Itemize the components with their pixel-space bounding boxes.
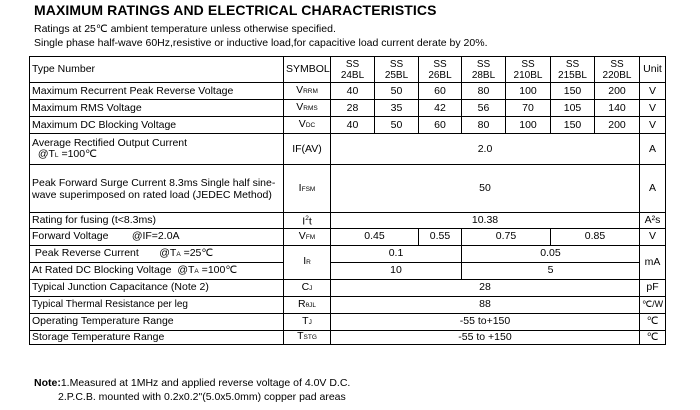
row-tj xyxy=(30,313,666,330)
ratings-condition: Ratings at 25℃ ambient temperature unless otherwise specified. xyxy=(34,23,336,35)
ratings-table xyxy=(29,56,666,345)
header-model: SS 24BL xyxy=(331,57,375,83)
value-cell: 2.0 xyxy=(331,134,640,165)
param-label: Rating for fusing (t<8.3ms) xyxy=(30,213,284,229)
value-cell: 100 xyxy=(506,83,551,100)
value-cell: 50 xyxy=(375,83,419,100)
row-vf xyxy=(30,228,666,245)
unit-cell: pF xyxy=(640,279,666,296)
value-cell: 40 xyxy=(331,83,375,100)
symbol-cell: VRRM xyxy=(284,83,331,100)
value-cell: 80 xyxy=(462,117,506,134)
symbol-cell: IFSM xyxy=(284,165,331,213)
symbol-cell: VFM xyxy=(284,228,331,245)
row-ir-25c xyxy=(30,245,666,262)
param-label: Operating Temperature Range xyxy=(30,313,284,330)
value-cell: 56 xyxy=(462,100,506,117)
header-model: SS 25BL xyxy=(375,57,419,83)
param-label: Peak Reverse Current @TA =25℃ xyxy=(30,245,284,262)
symbol-cell: VDC xyxy=(284,117,331,134)
param-label: Maximum Recurrent Peak Reverse Voltage xyxy=(30,83,284,100)
value-cell: 105 xyxy=(551,100,595,117)
unit-cell: ℃ xyxy=(640,313,666,330)
row-ifsm xyxy=(30,165,666,213)
symbol-cell: TJ xyxy=(284,313,331,330)
value-cell: 28 xyxy=(331,100,375,117)
value-cell: 60 xyxy=(419,83,462,100)
unit-cell: A²s xyxy=(640,213,666,229)
param-label: Typical Junction Capacitance (Note 2) xyxy=(30,279,284,296)
param-label: Forward Voltage @IF=2.0A xyxy=(30,228,284,245)
header-row xyxy=(30,57,666,83)
unit-cell: mA xyxy=(640,245,666,279)
row-ifav xyxy=(30,134,666,165)
note-2: 2.P.C.B. mounted with 0.2x0.2"(5.0x5.0mm) copper pad areas xyxy=(58,391,346,403)
value-cell: 88 xyxy=(331,296,640,313)
unit-cell: V xyxy=(640,100,666,117)
unit-cell: A xyxy=(640,165,666,213)
value-cell: 0.05 xyxy=(462,245,640,262)
value-cell: 60 xyxy=(419,117,462,134)
value-cell: 70 xyxy=(506,100,551,117)
symbol-cell: IR xyxy=(284,245,331,279)
value-cell: 50 xyxy=(375,117,419,134)
unit-cell: V xyxy=(640,228,666,245)
row-ir-100c xyxy=(30,262,666,279)
row-tstg xyxy=(30,330,666,344)
value-cell: 140 xyxy=(595,100,640,117)
header-model: SS 26BL xyxy=(419,57,462,83)
value-cell: 28 xyxy=(331,279,640,296)
symbol-cell: CJ xyxy=(284,279,331,296)
value-cell: 0.75 xyxy=(462,228,551,245)
param-label: Average Rectified Output Current @TL =100℃ xyxy=(30,134,284,165)
symbol-cell: TSTG xyxy=(284,330,331,344)
param-label: Typical Thermal Resistance per leg xyxy=(30,296,284,313)
value-cell: -55 to+150 xyxy=(331,313,640,330)
row-vdc xyxy=(30,117,666,134)
value-cell: 80 xyxy=(462,83,506,100)
value-cell: 40 xyxy=(331,117,375,134)
value-cell: 0.55 xyxy=(419,228,462,245)
header-model: SS 220BL xyxy=(595,57,640,83)
value-cell: 150 xyxy=(551,83,595,100)
value-cell: -55 to +150 xyxy=(331,330,640,344)
value-cell: 150 xyxy=(551,117,595,134)
value-cell: 42 xyxy=(419,100,462,117)
symbol-cell: RθJL xyxy=(284,296,331,313)
load-condition: Single phase half-wave 60Hz,resistive or inductive load,for capacitive load current derate by 20%. xyxy=(34,37,488,49)
value-cell: 10.38 xyxy=(331,213,640,229)
unit-cell: V xyxy=(640,117,666,134)
row-rth xyxy=(30,296,666,313)
param-label: Storage Temperature Range xyxy=(30,330,284,344)
value-cell: 35 xyxy=(375,100,419,117)
row-vrms xyxy=(30,100,666,117)
value-cell: 10 xyxy=(331,262,462,279)
note-1: Note:1.Measured at 1MHz and applied reverse voltage of 4.0V D.C. xyxy=(34,377,351,389)
header-unit: Unit xyxy=(640,57,666,83)
row-vrrm xyxy=(30,83,666,100)
symbol-cell: IF(AV) xyxy=(284,134,331,165)
note-label: Note: xyxy=(34,377,61,389)
value-cell: 100 xyxy=(506,117,551,134)
param-label: At Rated DC Blocking Voltage @TA =100℃ xyxy=(30,262,284,279)
header-model: SS 28BL xyxy=(462,57,506,83)
unit-cell: A xyxy=(640,134,666,165)
value-cell: 0.1 xyxy=(331,245,462,262)
unit-cell: V xyxy=(640,83,666,100)
header-type: Type Number xyxy=(30,57,284,83)
unit-cell: ℃/W xyxy=(640,296,666,313)
value-cell: 5 xyxy=(462,262,640,279)
row-cj xyxy=(30,279,666,296)
unit-cell: ℃ xyxy=(640,330,666,344)
param-label: Maximum RMS Voltage xyxy=(30,100,284,117)
symbol-cell: VRMS xyxy=(284,100,331,117)
value-cell: 200 xyxy=(595,83,640,100)
param-label: Peak Forward Surge Current 8.3ms Single half sine-wave superimposed on rated load (JEDEC Method) xyxy=(30,165,284,213)
value-cell: 200 xyxy=(595,117,640,134)
header-model: SS 215BL xyxy=(551,57,595,83)
header-symbol: SYMBOL xyxy=(284,57,331,83)
row-i2t xyxy=(30,213,666,229)
page-title: MAXIMUM RATINGS AND ELECTRICAL CHARACTERISTICS xyxy=(34,2,437,18)
value-cell: 0.85 xyxy=(551,228,640,245)
symbol-cell: $I^2t$ xyxy=(284,213,331,229)
value-cell: 0.45 xyxy=(331,228,419,245)
param-label: Maximum DC Blocking Voltage xyxy=(30,117,284,134)
value-cell: 50 xyxy=(331,165,640,213)
header-model: SS 210BL xyxy=(506,57,551,83)
